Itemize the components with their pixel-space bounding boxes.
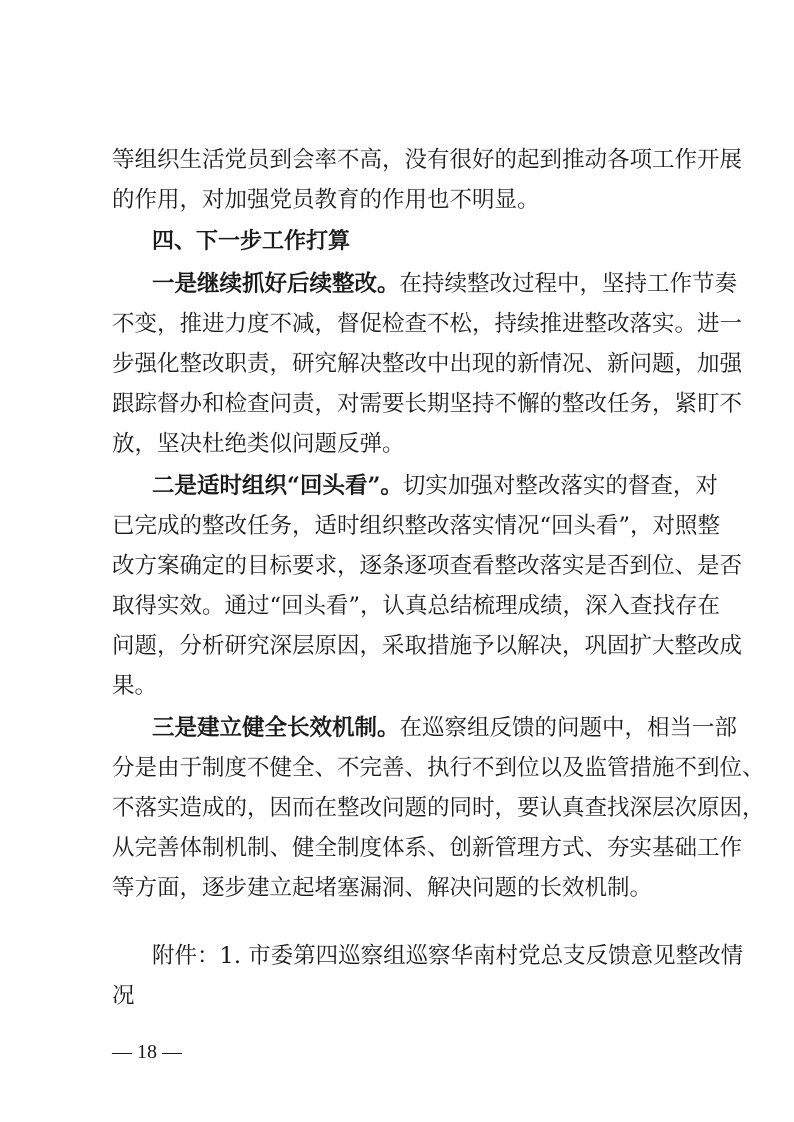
attachment-item-continuation: 况	[112, 983, 135, 1009]
body-text-line: 等方面，逐步建立起堵塞漏洞、解决问题的长效机制。	[112, 875, 653, 901]
body-text-line: 放，坚决杜绝类似问题反弹。	[112, 431, 405, 457]
body-text-line: 跟踪督办和检查问责，对需要长期坚持不懈的整改任务，紧盯不	[112, 391, 743, 417]
paragraph-text: 在持续整改过程中，坚持工作节奏	[399, 271, 738, 297]
body-text-line: 等组织生活党员到会率不高，没有很好的起到推动各项工作开展	[112, 147, 743, 173]
body-text-line: 问题，分析研究深层原因，采取措施予以解决，巩固扩大整改成	[112, 633, 743, 659]
attachment-line	[152, 936, 744, 976]
body-text-line: 取得实效。通过“回头看”，认真总结梳理成绩，深入查找存在	[112, 593, 721, 619]
section-heading: 四、下一步工作打算	[152, 229, 351, 254]
paragraph-first-line	[152, 466, 718, 506]
body-text-line: 的作用，对加强党员教育的作用也不明显。	[112, 187, 540, 213]
paragraph-lead: 一是继续抓好后续整改。	[152, 271, 400, 297]
paragraph-first-line	[152, 264, 738, 304]
attachment-item: 1. 市委第四巡察组巡察华南村党总支反馈意见整改情	[219, 943, 744, 969]
attachment-label: 附件：	[152, 943, 220, 969]
body-text-line: 果。	[112, 673, 158, 699]
body-text-line: 从完善体制机制、健全制度体系、创新管理方式、夯实基础工作	[112, 835, 743, 861]
body-text-line: 不变，推进力度不减，督促检查不松，持续推进整改落实。进一	[112, 311, 743, 337]
body-text-line: 分是由于制度不健全、不完善、执行不到位以及监管措施不到位、	[112, 755, 765, 781]
paragraph-text: 在巡察组反馈的问题中，相当一部	[399, 715, 738, 741]
paragraph-lead: 三是建立健全长效机制。	[152, 715, 400, 741]
page-number: — 18 —	[112, 1041, 182, 1063]
paragraph-lead: 二是适时组织“回头看”。	[152, 473, 403, 499]
paragraph-text: 切实加强对整改落实的督查，对	[402, 473, 718, 499]
body-text-line: 不落实造成的，因而在整改问题的同时，要认真查找深层次原因，	[112, 795, 765, 821]
body-text-line: 改方案确定的目标要求，逐条逐项查看整改落实是否到位、是否	[112, 553, 743, 579]
body-text-line: 已完成的整改任务，适时组织整改落实情况“回头看”，对照整	[112, 513, 721, 539]
body-text-line: 步强化整改职责，研究解决整改中出现的新情况、新问题，加强	[112, 351, 743, 377]
paragraph-first-line	[152, 708, 738, 748]
